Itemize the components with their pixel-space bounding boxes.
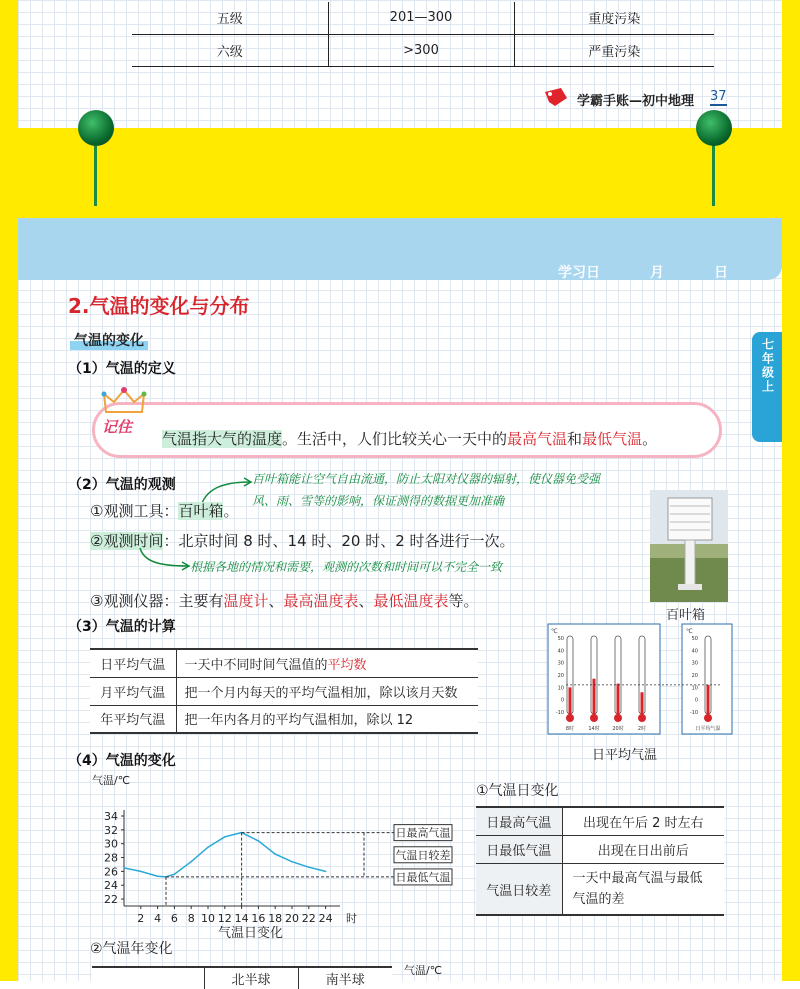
y-tick-label: 26 <box>104 865 118 879</box>
scale-label: 40 <box>691 648 698 655</box>
definition-min: 最低气温 <box>582 430 643 448</box>
table-cell: 北半球 <box>204 967 298 989</box>
thermometer-chart <box>548 624 732 740</box>
x-tick-label: 22 <box>301 912 316 925</box>
instrument-1: 温度计 <box>223 592 269 610</box>
scale-label: 30 <box>691 660 698 667</box>
thermometer-bulb <box>638 714 646 722</box>
ring-stem <box>712 140 715 206</box>
table-row <box>132 2 714 34</box>
avg-label: 日平均气温 <box>695 726 721 732</box>
page-number: 37 <box>710 89 727 104</box>
annotation-label: 日最低气温 <box>395 870 451 884</box>
y-tick-label: 30 <box>104 837 118 851</box>
data-point <box>325 871 327 873</box>
daily-temperature-chart <box>82 774 452 925</box>
data-point <box>308 866 310 868</box>
x-tick-label: 10 <box>201 912 215 925</box>
x-tick-label: 6 <box>170 912 178 925</box>
scale-label: -10 <box>555 710 564 716</box>
book-title: 学霸手账—初中地理 <box>577 94 695 109</box>
tag-icon <box>541 86 571 108</box>
data-point <box>157 875 159 877</box>
table-cell: 201—300 <box>328 2 514 34</box>
time-label: 20时 <box>612 726 624 732</box>
y-tick-label: 24 <box>104 879 118 893</box>
table-cell: 六级 <box>132 34 328 66</box>
mercury-column <box>641 692 644 716</box>
definition-body: 。生活中，人们比较关心一天中的 <box>282 430 508 448</box>
air-quality-table <box>132 2 714 67</box>
table-cell: 把一年内各月的平均气温相加，除以 12 <box>176 705 478 733</box>
thermometer-bulb <box>614 714 622 722</box>
heading-observation: （2）气温的观测 <box>68 477 176 493</box>
binder-ring <box>696 110 732 146</box>
definition-text <box>162 428 657 449</box>
definition-end: 。 <box>642 430 658 448</box>
annotation-label: 日最高气温 <box>395 826 451 840</box>
x-tick-label: 12 <box>217 912 232 925</box>
table-row <box>90 705 478 733</box>
date-banner <box>18 218 782 280</box>
data-point <box>123 867 125 869</box>
thermometer-bulb <box>704 714 712 722</box>
month-label: 月 <box>650 265 664 281</box>
scale-label: 50 <box>557 636 564 642</box>
table-row <box>90 677 478 705</box>
table-cell <box>92 967 204 989</box>
table-cell: 一天中最高气温与最低气温的差 <box>562 864 724 916</box>
x-tick-label: 16 <box>251 912 266 925</box>
temperature-line <box>124 833 326 877</box>
cell-text: 一天中不同时间气温值的 <box>184 657 328 673</box>
data-point <box>140 871 142 873</box>
observation-instrument <box>90 590 479 611</box>
mercury-column <box>617 684 620 716</box>
unit-label: ℃ <box>551 628 558 635</box>
crown-icon <box>100 386 148 416</box>
previous-page <box>18 0 782 128</box>
instrument-3: 最低温度表 <box>373 592 449 610</box>
table-cell: 出现在午后 2 时左右 <box>562 807 724 836</box>
y-tick-label: 32 <box>104 823 118 837</box>
scale-label: 10 <box>691 685 698 692</box>
table-row <box>476 836 724 864</box>
table-row <box>476 807 724 836</box>
scale-label: 0 <box>560 697 564 704</box>
annual-change-table <box>92 966 392 989</box>
observation-tool <box>90 500 238 521</box>
scale-label: 0 <box>694 697 698 704</box>
table-cell: 出现在日出前后 <box>562 836 724 864</box>
definition-key: 气温指大气的温度 <box>162 430 283 448</box>
scale-label: 20 <box>557 673 564 679</box>
y-tick-label: 22 <box>104 893 118 907</box>
observation-tool-label: ①观测工具： <box>90 502 179 520</box>
table-cell: 把一个月内每天的平均气温相加，除以该月天数 <box>176 677 478 705</box>
daily-chart-caption: 气温日变化 <box>218 926 284 941</box>
mercury-column <box>707 685 710 716</box>
heading-change: （4）气温的变化 <box>68 753 176 769</box>
x-tick-label: 24 <box>318 912 333 925</box>
arrow-icon <box>136 546 192 570</box>
observation-time-text: ：北京时间 8 时、14 时、20 时、2 时各进行一次。 <box>163 532 515 550</box>
y-tick-label: 34 <box>104 810 118 823</box>
binding-strip <box>0 128 800 220</box>
handwritten-note-1b: 风、雨、雪等的影响，保证测得的数据更加准确 <box>252 494 505 508</box>
x-tick-label: 2 <box>137 912 145 925</box>
ring-stem <box>94 140 97 206</box>
x-tick-label: 14 <box>234 912 249 925</box>
study-day-label: 学习日 <box>558 265 600 281</box>
x-tick-label: 4 <box>154 912 162 925</box>
stevenson-screen-caption: 百叶箱 <box>666 608 706 623</box>
table-row <box>90 649 478 677</box>
table-cell <box>176 649 478 677</box>
memo-badge: 记住 <box>102 418 133 436</box>
data-point <box>274 853 276 855</box>
table-row <box>92 967 392 989</box>
instrument-sep: 、 <box>358 592 374 610</box>
heading-daily-change: ①气温日变化 <box>476 783 559 799</box>
time-label: 14时 <box>588 726 600 732</box>
day-label: 日 <box>714 265 728 281</box>
table-cell: >300 <box>328 34 514 66</box>
table-cell: 五级 <box>132 2 328 34</box>
scale-label: 30 <box>557 660 564 667</box>
table-cell: 年平均气温 <box>90 705 176 733</box>
x-tick-label: 20 <box>285 912 299 925</box>
instrument-end: 等。 <box>448 592 479 610</box>
thermometer-caption: 日平均气温 <box>592 748 658 763</box>
daily-change-table <box>476 806 724 916</box>
heading-calculation: （3）气温的计算 <box>68 619 176 635</box>
section-title: 2.气温的变化与分布 <box>68 294 250 318</box>
data-point <box>291 861 293 863</box>
observation-tool-end: 。 <box>223 502 239 520</box>
scale-label: 10 <box>557 685 564 692</box>
annual-chart-unit: 气温/℃ <box>404 964 443 977</box>
scale-label: 40 <box>557 648 564 655</box>
table-row <box>476 864 724 916</box>
table-cell: 月平均气温 <box>90 677 176 705</box>
definition-max: 最高气温 <box>507 430 568 448</box>
heading-annual-change: ②气温年变化 <box>90 941 173 957</box>
unit-label: ℃ <box>686 628 693 635</box>
cell-highlight: 平均数 <box>327 657 367 673</box>
x-tick-label: 18 <box>268 912 283 925</box>
data-point <box>174 873 176 875</box>
data-point <box>224 836 226 838</box>
x-axis-label: 时 <box>346 912 357 925</box>
table-cell: 日最高气温 <box>476 807 562 836</box>
handwritten-note-2: 根据各地的情况和需要，观测的次数和时间可以不完全一致 <box>190 560 503 574</box>
data-point <box>207 846 209 848</box>
scale-label: 20 <box>691 673 698 679</box>
heading-definition: （1）气温的定义 <box>68 361 176 377</box>
table-cell: 日最低气温 <box>476 836 562 864</box>
scale-label: -10 <box>689 710 698 716</box>
thermometer-bulb <box>566 714 574 722</box>
topic-tag: 气温的变化 <box>70 330 148 350</box>
table-cell: 南半球 <box>325 973 365 988</box>
stevenson-screen-image <box>650 490 728 602</box>
table-cell: 严重污染 <box>514 34 714 66</box>
time-label: 2时 <box>637 726 647 732</box>
y-axis-label: 气温/℃ <box>92 774 131 787</box>
grade-tab-label: 七年级上 <box>760 338 775 394</box>
observation-instrument-label: ③观测仪器：主要有 <box>90 592 224 610</box>
table-cell: 日平均气温 <box>90 649 176 677</box>
y-tick-label: 28 <box>104 851 118 865</box>
grade-tab[interactable] <box>752 332 782 442</box>
mercury-column <box>593 679 596 716</box>
current-page <box>18 218 782 988</box>
mercury-column <box>569 687 572 716</box>
data-point <box>190 861 192 863</box>
binder-ring <box>78 110 114 146</box>
data-point <box>258 840 260 842</box>
calculation-table <box>90 648 478 734</box>
definition-and: 和 <box>567 430 583 448</box>
observation-time-label: ②观测时间 <box>90 532 164 550</box>
instrument-sep: 、 <box>268 592 284 610</box>
handwritten-note-1a: 百叶箱能让空气自由流通，防止太阳对仪器的辐射，使仪器免受强 <box>252 472 601 486</box>
thermometer-bulb <box>590 714 598 722</box>
table-cell: 重度污染 <box>514 2 714 34</box>
table-cell: 气温日较差 <box>476 864 562 916</box>
table-row <box>132 34 714 66</box>
time-label: 8时 <box>565 726 575 732</box>
instrument-2: 最高温度表 <box>283 592 359 610</box>
x-tick-label: 8 <box>187 912 195 925</box>
annotation-label: 气温日较差 <box>395 848 451 862</box>
scale-label: 50 <box>691 636 698 642</box>
observation-tool-value: 百叶箱 <box>178 502 224 520</box>
